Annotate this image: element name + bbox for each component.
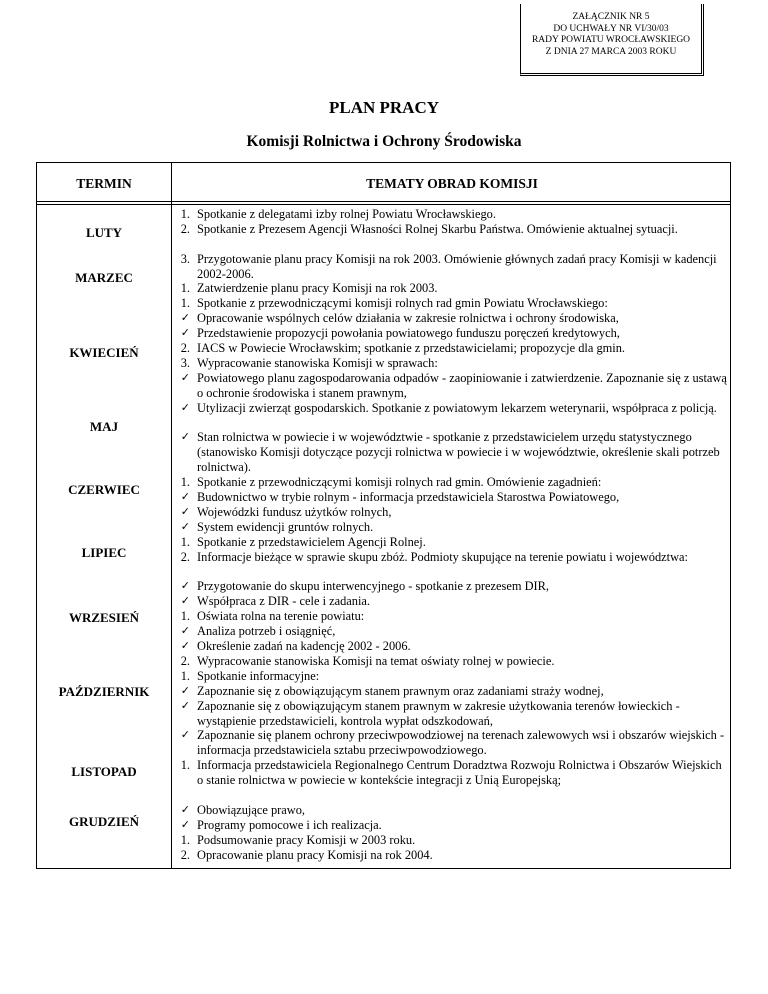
item-text: Podsumowanie pracy Komisji w 2003 roku.: [197, 832, 416, 847]
month-kwiecien: KWIECIEŃ: [69, 344, 139, 360]
item-text: IACS w Powiecie Wrocławskim; spotkanie z przedstawicielami; propozycje dla gmin.: [197, 341, 626, 356]
list-item: [177, 207, 727, 222]
list-item: [177, 818, 727, 833]
stamp-line-3: RADY POWIATU WROCŁAWSKIEGO: [531, 35, 691, 45]
list-item: [177, 699, 727, 729]
stamp-line-2: DO UCHWAŁY NR VI/30/03: [553, 23, 669, 34]
item-text: Informacje bieżące w sprawie skupu zbóż. Podmioty skupujące na terenie powiatu i województwa:: [197, 549, 688, 564]
list-item: [177, 401, 727, 416]
check-icon: ✓: [180, 683, 190, 697]
list-item: [177, 579, 727, 594]
list-item: [177, 609, 727, 624]
item-marker: 2.: [180, 341, 190, 356]
item-text: Przygotowanie do skupu interwencyjnego - spotkanie z prezesem DIR,: [197, 579, 550, 594]
check-icon: ✓: [180, 311, 190, 325]
check-icon: ✓: [180, 326, 190, 340]
month-pazdziernik: PAŹDZIERNIK: [58, 683, 150, 699]
plan-table: [36, 162, 731, 869]
list-item: [177, 252, 727, 282]
attachment-stamp: [520, 4, 704, 76]
item-text: System ewidencji gruntów rolnych.: [197, 519, 374, 534]
check-icon: ✓: [180, 624, 190, 638]
item-text: Utylizacji zwierząt gospodarskich. Spotkanie z powiatowym lekarzem weterynarii, współpraca z policją.: [197, 400, 717, 415]
month-wrzesien: WRZESIEŃ: [68, 610, 140, 625]
list-item: [177, 803, 727, 818]
item-text: Analiza potrzeb i osiągnięć,: [197, 624, 336, 639]
list-item: [177, 475, 727, 490]
month-czerwiec: CZERWIEC: [68, 482, 140, 498]
item-marker: 1.: [180, 668, 190, 683]
list-item: [177, 654, 727, 669]
check-icon: ✓: [180, 430, 190, 444]
item-text: Przygotowanie planu pracy Komisji na rok 2003. Omówienie głównych zadań pracy Komisji w kadencji 2002-2006.: [197, 251, 717, 281]
month-grudzien: GRUDZIEŃ: [68, 814, 140, 830]
item-marker: 1.: [180, 758, 190, 773]
list-item: [177, 222, 727, 237]
check-icon: ✓: [180, 519, 190, 533]
header-tematy: TEMATY OBRAD KOMISJI: [366, 176, 538, 191]
list-item: [177, 341, 727, 356]
list-item: [177, 669, 727, 684]
item-text: Opracowanie planu pracy Komisji na rok 2004.: [197, 847, 433, 862]
check-icon: ✓: [180, 817, 190, 831]
check-icon: ✓: [180, 639, 190, 653]
item-text: Spotkanie informacyjne:: [197, 668, 320, 683]
item-text: Przedstawienie propozycji powołania powiatowego funduszu poręczeń kredytowych,: [197, 326, 620, 341]
item-text: Informacja przedstawiciela Regionalnego Centrum Doradztwa Rozwoju Rolnictwa i Obszarów Wiejskich o stanie rolnictwa w powiecie w kontekście integracji z Unią Europejską;: [197, 758, 722, 788]
item-text: Obowiązujące prawo,: [197, 802, 306, 817]
item-text: Spotkanie z przedstawicielem Agencji Rolnej.: [197, 534, 426, 549]
list-item: [177, 833, 727, 848]
item-text: Oświata rolna na terenie powiatu:: [197, 609, 365, 624]
item-text: Określenie zadań na kadencję 2002 - 2006.: [197, 639, 411, 654]
item-text: Spotkanie z delegatami izby rolnej Powiatu Wrocławskiego.: [197, 207, 496, 221]
page-subtitle: Komisji Rolnictwa i Ochrony Środowiska: [246, 133, 522, 150]
list-item: [177, 639, 727, 654]
list-item: [177, 758, 727, 788]
item-text: Zapoznanie się planem ochrony przeciwpowodziowej na terenach zalewowych wsi i obszarów wiejskich - informacja przedstawiciela sztabu przeciwpowodziowego.: [197, 728, 725, 758]
list-item: [177, 520, 727, 535]
item-text: Zatwierdzenie planu pracy Komisji na rok 2003.: [197, 281, 438, 296]
item-text: Powiatowego planu zagospodarowania odpadów - zaopiniowanie i zatwierdzenie. Zapoznanie się z ustawą o ochronie środowiska i stanem prawnym,: [197, 370, 727, 400]
list-item: [177, 550, 727, 565]
check-icon: ✓: [180, 594, 190, 608]
month-lipiec: LIPIEC: [81, 545, 127, 561]
item-marker: 1.: [180, 296, 190, 311]
list-item: [177, 594, 727, 609]
month-marzec: MARZEC: [75, 270, 133, 286]
check-icon: ✓: [180, 370, 190, 384]
item-text: Spotkanie z przewodniczącymi komisji rolnych rad gmin. Omówienie zagadnień:: [197, 475, 602, 490]
header-termin: TERMIN: [76, 176, 132, 191]
item-marker: 2.: [180, 549, 190, 564]
check-icon: ✓: [180, 400, 190, 414]
page-title: PLAN PRACY: [328, 98, 440, 117]
item-text: Budownictwo w trybie rolnym - informacja przedstawiciela Starostwa Powiatowego,: [197, 490, 620, 505]
item-text: Spotkanie z przewodniczącymi komisji rolnych rad gmin Powiatu Wrocławskiego:: [197, 296, 608, 311]
header-divider-double: [37, 204, 730, 205]
list-item: [177, 624, 727, 639]
list-item: [177, 311, 727, 326]
stamp-line-1: ZAŁĄCZNIK NR 5: [572, 12, 650, 22]
item-marker: 1.: [180, 609, 190, 624]
item-marker: 2.: [180, 221, 190, 236]
month-maj: MAJ: [89, 419, 119, 434]
item-text: Wojewódzki fundusz użytków rolnych,: [197, 504, 392, 519]
list-item: [177, 296, 727, 311]
item-text: Współpraca z DIR - cele i zadania.: [197, 594, 371, 609]
stamp-line-4: Z DNIA 27 MARCA 2003 ROKU: [545, 46, 677, 57]
item-marker: 1.: [180, 534, 190, 549]
item-marker: 3.: [180, 251, 190, 266]
item-text: Zapoznanie się z obowiązującym stanem prawnym w zakresie użytkowania terenów łowieckich - wystąpienie przedstawicieli, kontrola wypłat odszkodowań,: [197, 698, 680, 728]
item-marker: 3.: [180, 355, 190, 370]
list-item: [177, 505, 727, 520]
item-text: Programy pomocowe i ich realizacja.: [197, 817, 382, 832]
list-item: [177, 728, 727, 758]
item-marker: 2.: [180, 847, 190, 862]
check-icon: ✓: [180, 728, 190, 742]
item-text: Wypracowanie stanowiska Komisji na temat oświaty rolnej w powiecie.: [197, 653, 555, 668]
item-text: Stan rolnictwa w powiecie i w województwie - spotkanie z przedstawicielem urzędu statystycznego (stanowisko Komisji dotyczące pozycji rolnictwa w powiecie i w województwie, określenie skali potrzeb rolnictwa).: [197, 430, 720, 475]
item-marker: 1.: [180, 281, 190, 296]
list-item: [177, 430, 727, 475]
check-icon: ✓: [180, 504, 190, 518]
list-item: [177, 848, 727, 863]
item-text: Spotkanie z Prezesem Agencji Własności Rolnej Skarbu Państwa. Omówienie aktualnej sytuacji.: [197, 221, 678, 236]
list-item: [177, 490, 727, 505]
list-item: [177, 371, 727, 401]
month-luty: LUTY: [85, 225, 123, 241]
item-marker: 1.: [180, 207, 190, 221]
item-text: Wypracowanie stanowiska Komisji w sprawach:: [197, 355, 438, 370]
list-item: [177, 356, 727, 371]
check-icon: ✓: [180, 698, 190, 712]
list-item: [177, 684, 727, 699]
item-text: Zapoznanie się z obowiązującym stanem prawnym oraz zadaniami straży wodnej,: [197, 683, 604, 698]
check-icon: ✓: [180, 802, 190, 816]
list-item: [177, 281, 727, 296]
column-divider: [171, 163, 172, 868]
list-item: [177, 535, 727, 550]
check-icon: ✓: [180, 579, 190, 593]
item-marker: 1.: [180, 832, 190, 847]
list-item: [177, 326, 727, 341]
item-marker: 2.: [180, 653, 190, 668]
item-text: Opracowanie wspólnych celów działania w zakresie rolnictwa i ochrony środowiska,: [197, 311, 619, 326]
item-marker: 1.: [180, 475, 190, 490]
check-icon: ✓: [180, 490, 190, 504]
header-divider: [37, 201, 730, 202]
month-listopad: LISTOPAD: [71, 763, 137, 779]
